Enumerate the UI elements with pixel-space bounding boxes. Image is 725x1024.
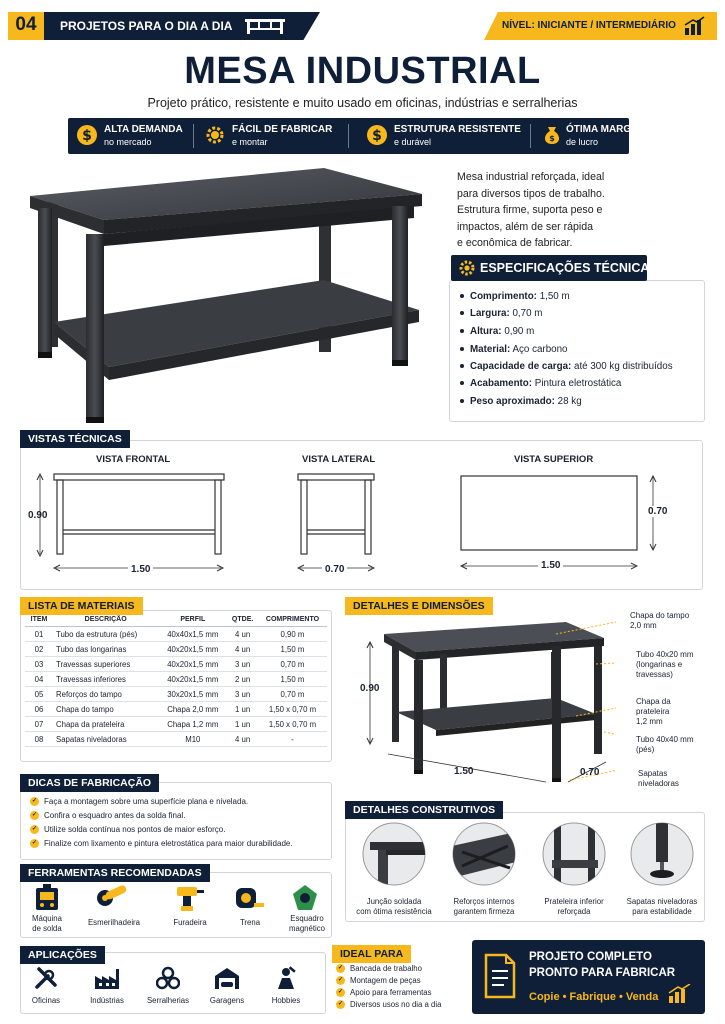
document-icon xyxy=(484,953,516,999)
feature-item xyxy=(542,122,647,150)
table-cell: Tubo das longarinas xyxy=(53,642,158,657)
chain-icon xyxy=(156,966,180,990)
applications-title: APLICAÇÕES xyxy=(20,946,105,964)
feature-title: ESTRUTURA RESISTENTE xyxy=(394,124,521,135)
table-cell: 1,50 m xyxy=(258,642,327,657)
table-cell: Tubo da estrutura (pés) xyxy=(53,627,158,642)
description-line: Estrutura firme, suporta peso e xyxy=(457,204,603,216)
callout-legs: Tubo 40x40 mm (pés) xyxy=(636,735,694,754)
callout-longarinas: Tubo 40x20 mm (longarinas e travessas) xyxy=(636,650,694,679)
table-row xyxy=(25,732,327,747)
callout-top-sheet: Chapa do tampo 2,0 mm xyxy=(630,611,690,630)
table-row xyxy=(25,657,327,672)
table-cell: 05 xyxy=(25,687,53,702)
construction-title: DETALHES CONSTRUTIVOS xyxy=(345,801,503,819)
header-number: 04 xyxy=(15,14,37,35)
table-cell: 1,50 x 0,70 m xyxy=(258,717,327,732)
table-cell: 4 un xyxy=(227,642,258,657)
top-view-label: VISTA SUPERIOR xyxy=(514,454,594,465)
welded-joint-icon xyxy=(362,822,426,886)
table-cell: 0,90 m xyxy=(258,627,327,642)
details-depth: 0.70 xyxy=(580,767,600,778)
technical-views-title: VISTAS TÉCNICAS xyxy=(20,430,130,448)
feature-sub: no mercado xyxy=(104,137,152,147)
ideal-item: ✓ Apoio para ferramentas xyxy=(337,988,432,997)
table-cell: Chapa da prateleira xyxy=(53,717,158,732)
grinder-icon xyxy=(96,884,130,910)
growth-chart-icon xyxy=(668,984,692,1004)
application-label: Indústrias xyxy=(90,996,124,1005)
construction-caption: Reforços internos garantem firmeza xyxy=(453,897,515,916)
table-row xyxy=(25,642,327,657)
table-header: QTDE. xyxy=(227,613,258,627)
materials-title: LISTA DE MATERIAIS xyxy=(20,597,143,615)
table-logo-icon xyxy=(244,17,286,35)
front-view-width: 1.50 xyxy=(128,564,153,575)
table-header: DESCRIÇÃO xyxy=(53,613,158,627)
gear-icon xyxy=(458,259,476,277)
page-subtitle: Projeto prático, resistente e muito usado em oficinas, indústrias e serralherias xyxy=(147,96,578,110)
table-row xyxy=(25,672,327,687)
wrench-icon xyxy=(34,966,58,990)
front-view-height: 0.90 xyxy=(28,510,48,521)
table-cell: Chapa do tampo xyxy=(53,702,158,717)
tip-item: ✓ Confira o esquadro antes da solda final. xyxy=(31,811,186,820)
table-cell: 3 un xyxy=(227,687,258,702)
table-cell: 40x20x1,5 mm xyxy=(158,642,227,657)
ideal-title: IDEAL PARA xyxy=(332,945,411,963)
callout-feet: Sapatas niveladoras xyxy=(638,769,679,788)
cta-tagline: Copie • Fabrique • Venda xyxy=(529,991,659,1003)
materials-card xyxy=(20,610,332,762)
feature-item xyxy=(204,122,344,150)
table-cell: - xyxy=(258,732,327,747)
hobby-icon xyxy=(274,966,298,990)
table-row xyxy=(25,627,327,642)
feature-sub: e montar xyxy=(232,137,268,147)
side-view-drawing xyxy=(290,468,380,578)
feature-sub: e durável xyxy=(394,137,432,147)
feature-title: ÓTIMA MARGEM xyxy=(566,124,647,135)
magnetic-square-icon xyxy=(292,884,318,912)
tip-item: ✓ Utilize solda contínua nos pontos de maior esforço. xyxy=(31,825,226,834)
cta-line1: PROJETO COMPLETO xyxy=(529,951,652,963)
tools-title: FERRAMENTAS RECOMENDADAS xyxy=(20,864,210,882)
cta-line2: PRONTO PARA FABRICAR xyxy=(529,967,676,979)
tool-label: Furadeira xyxy=(173,918,207,927)
dollar-icon xyxy=(76,124,98,146)
level-text: NÍVEL: INICIANTE / INTERMEDIÁRIO xyxy=(502,20,676,31)
svg-text:$: $ xyxy=(549,134,555,143)
feature-title: FÁCIL DE FABRICAR xyxy=(232,124,333,135)
page-title: MESA INDUSTRIAL xyxy=(184,50,541,92)
tool-label: Máquina de solda xyxy=(32,914,62,933)
side-view-width: 0.70 xyxy=(322,564,347,575)
table-cell: 2 un xyxy=(227,672,258,687)
tip-item: ✓ Finalize com lixamento e pintura eletrostática para maior durabilidade. xyxy=(31,839,293,848)
spec-item: Comprimento: 1,50 m xyxy=(460,291,570,302)
front-view-drawing xyxy=(30,468,240,578)
spec-item: Capacidade de carga: até 300 kg distribuídos xyxy=(460,361,673,372)
table-cell: 40x40x1,5 mm xyxy=(158,627,227,642)
construction-caption: Sapatas niveladoras para estabilidade xyxy=(626,897,698,916)
table-cell: 3 un xyxy=(227,657,258,672)
spec-item: Largura: 0,70 m xyxy=(460,308,542,319)
table-cell: Travessas inferiores xyxy=(53,672,158,687)
table-header: ITEM xyxy=(25,613,53,627)
ideal-item: ✓ Diversos usos no dia a dia xyxy=(337,1000,442,1009)
shelf-icon xyxy=(542,822,606,886)
table-cell: 07 xyxy=(25,717,53,732)
table-cell: 03 xyxy=(25,657,53,672)
feature-divider xyxy=(530,124,531,148)
table-cell: 04 xyxy=(25,672,53,687)
table-cell: 1 un xyxy=(227,717,258,732)
side-view-label: VISTA LATERAL xyxy=(302,454,376,465)
header-series: PROJETOS PARA O DIA A DIA xyxy=(60,19,233,33)
welding-machine-icon xyxy=(34,884,60,912)
table-cell: 30x20x1,5 mm xyxy=(158,687,227,702)
description-line: impactos, além de ser rápida xyxy=(457,220,594,233)
tips-title: DICAS DE FABRICAÇÃO xyxy=(20,774,159,792)
table-cell: 40x20x1,5 mm xyxy=(158,657,227,672)
table-header: COMPRIMENTO xyxy=(258,613,327,627)
application-label: Serralherias xyxy=(146,996,190,1005)
table-cell: Reforços do tampo xyxy=(53,687,158,702)
table-cell: 1 un xyxy=(227,702,258,717)
table-cell: 01 xyxy=(25,627,53,642)
table-cell: M10 xyxy=(158,732,227,747)
specs-title: ESPECIFICAÇÕES TÉCNICAS xyxy=(480,261,658,275)
feature-divider xyxy=(348,124,349,148)
dollar-icon xyxy=(366,124,388,146)
tool-label: Trena xyxy=(239,918,261,927)
table-cell: 08 xyxy=(25,732,53,747)
garage-icon xyxy=(214,966,240,990)
table-cell: 4 un xyxy=(227,732,258,747)
table-row xyxy=(25,702,327,717)
table-cell: 02 xyxy=(25,642,53,657)
construction-caption: Junção soldada com ótima resistência xyxy=(356,897,432,916)
details-table-illustration xyxy=(356,612,616,792)
application-label: Oficinas xyxy=(31,996,61,1005)
materials-table xyxy=(25,613,327,747)
table-cell: 0,70 m xyxy=(258,687,327,702)
internal-braces-icon xyxy=(452,822,516,886)
callout-shelf-sheet: Chapa da prateleira 1,2 mm xyxy=(636,697,671,726)
table-header: PERFIL xyxy=(158,613,227,627)
industrial-table-illustration xyxy=(24,162,434,427)
leveling-feet-icon xyxy=(630,822,694,886)
gear-icon xyxy=(204,124,226,146)
feature-divider xyxy=(193,124,194,148)
spec-item: Material: Aço carbono xyxy=(460,344,568,355)
description-line: Mesa industrial reforçada, ideal xyxy=(457,171,605,183)
application-label: Hobbies xyxy=(271,996,301,1005)
spec-item: Acabamento: Pintura eletrostática xyxy=(460,378,621,389)
feature-item xyxy=(76,122,206,150)
spec-item: Peso aproximado: 28 kg xyxy=(460,396,582,407)
table-cell: Chapa 2,0 mm xyxy=(158,702,227,717)
tip-item: ✓ Faça a montagem sobre uma superfície plana e nivelada. xyxy=(31,797,249,806)
feature-sub: de lucro xyxy=(566,137,599,147)
details-title: DETALHES E DIMENSÕES xyxy=(345,597,493,615)
tool-label: Esquadro magnético xyxy=(289,914,325,933)
details-width: 1.50 xyxy=(454,766,474,777)
table-cell: Sapatas niveladoras xyxy=(53,732,158,747)
description-line: para diversos tipos de trabalho. xyxy=(457,187,605,200)
table-cell: Chapa 1,2 mm xyxy=(158,717,227,732)
tape-measure-icon xyxy=(234,886,264,910)
svg-text:$: $ xyxy=(82,128,92,144)
feature-item xyxy=(366,122,526,150)
details-height: 0.90 xyxy=(360,683,380,694)
top-view-depth: 0.70 xyxy=(648,506,668,517)
factory-icon xyxy=(94,966,120,990)
feature-title: ALTA DEMANDA xyxy=(104,124,183,135)
ideal-item: ✓ Bancada de trabalho xyxy=(337,964,422,973)
tool-label: Esmerilhadeira xyxy=(87,918,140,927)
table-cell: Travessas superiores xyxy=(53,657,158,672)
table-cell: 40x20x1,5 mm xyxy=(158,672,227,687)
drill-icon xyxy=(175,884,205,912)
table-cell: 1,50 m xyxy=(258,672,327,687)
bar-chart-icon xyxy=(684,16,706,36)
table-row xyxy=(25,717,327,732)
svg-text:$: $ xyxy=(372,128,382,144)
description-line: e econômica de fabricar. xyxy=(457,237,573,249)
table-cell: 4 un xyxy=(227,627,258,642)
ideal-item: ✓ Montagem de peças xyxy=(337,976,421,985)
description xyxy=(457,169,605,252)
spec-item: Altura: 0,90 m xyxy=(460,326,534,337)
table-cell: 1,50 x 0,70 m xyxy=(258,702,327,717)
table-cell: 0,70 m xyxy=(258,657,327,672)
construction-caption: Prateleira inferior reforçada xyxy=(544,897,604,916)
table-row xyxy=(25,687,327,702)
top-view-width: 1.50 xyxy=(538,560,563,571)
bag-icon xyxy=(542,124,562,146)
front-view-label: VISTA FRONTAL xyxy=(96,454,171,465)
application-label: Garagens xyxy=(209,996,245,1005)
table-cell: 06 xyxy=(25,702,53,717)
